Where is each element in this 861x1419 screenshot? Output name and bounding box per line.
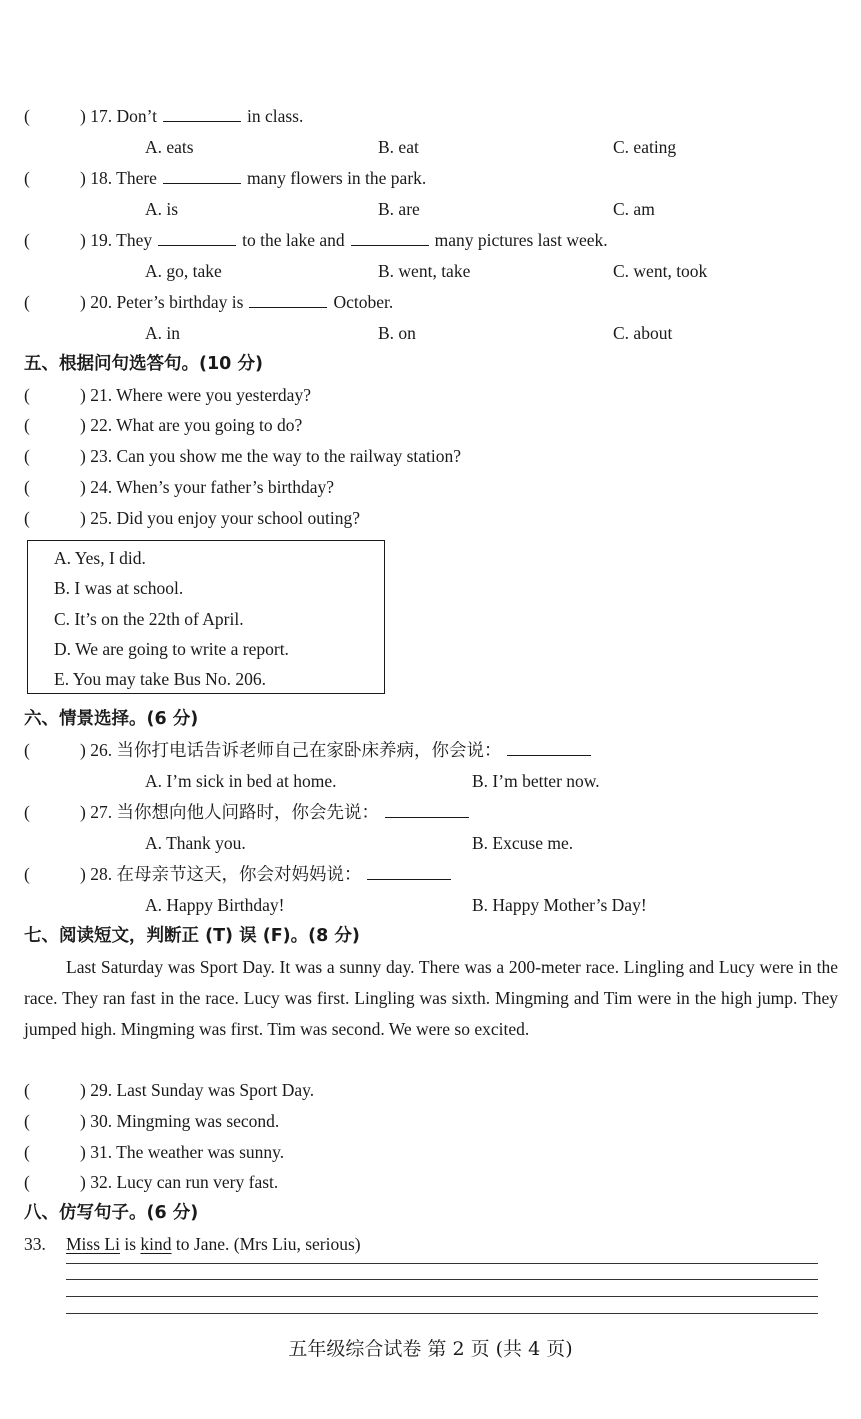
question-28: [0, 860, 861, 888]
answer-blank[interactable]: [385, 799, 469, 818]
question-text: 当你打电话告诉老师自己在家卧床养病，你会说：: [116, 740, 502, 760]
question-text: is: [124, 1234, 137, 1254]
question-18: [0, 164, 861, 192]
option-b: B. are: [378, 199, 420, 219]
underlined-phrase: kind: [140, 1234, 172, 1254]
answer-paren-close: [80, 1138, 284, 1166]
question-text: October.: [333, 292, 394, 312]
question-text: Can you show me the way to the railway station?: [116, 446, 462, 466]
question-text: Don’t: [116, 106, 157, 126]
section-title: 七、阅读短文，判断正 (T) 误 (F)。(8 分): [24, 926, 360, 946]
question-text: many flowers in the park.: [246, 168, 427, 188]
question-number: ) 26.: [80, 740, 113, 760]
answer-option-b: B. I was at school.: [54, 578, 184, 598]
answer-blank[interactable]: [163, 165, 241, 184]
page-footer: 五年级综合试卷 第 2 页 (共 4 页): [288, 1338, 573, 1360]
question-text: Lucy can run very fast.: [116, 1172, 279, 1192]
answer-paren-close: [80, 736, 597, 764]
question-text: Mingming was second.: [116, 1111, 280, 1131]
question-31: [0, 1138, 861, 1166]
question-33: [0, 1230, 861, 1258]
section-title: 八、仿写句子。(6 分): [24, 1203, 199, 1223]
section-7-heading: [0, 922, 861, 950]
option-a: A. eats: [145, 137, 194, 157]
answer-blank[interactable]: [367, 861, 451, 880]
options-27: [0, 829, 861, 857]
options-26: [0, 767, 861, 795]
question-number: ) 22.: [80, 415, 113, 435]
question-number: ) 17.: [80, 106, 113, 126]
answer-paren-open: (: [24, 106, 30, 126]
question-text: They: [116, 230, 153, 250]
answer-blank[interactable]: [249, 289, 327, 308]
question-20: [0, 288, 861, 316]
question-21: [0, 381, 861, 409]
answer-paren-open: (: [24, 802, 30, 822]
question-text: Where were you yesterday?: [116, 385, 311, 405]
answer-paren-close: [80, 1076, 314, 1104]
answer-paren-open: (: [24, 477, 30, 497]
question-number: ) 24.: [80, 477, 113, 497]
answer-paren-close: [80, 411, 302, 439]
question-number: ) 28.: [80, 864, 113, 884]
answer-option-a: A. Yes, I did.: [54, 548, 146, 568]
question-26: [0, 736, 861, 764]
question-number: ) 31.: [80, 1142, 113, 1162]
question-25: [0, 504, 861, 532]
writing-line[interactable]: [66, 1296, 818, 1297]
answer-options-box: [27, 540, 385, 694]
question-number: ) 23.: [80, 446, 113, 466]
option-b: B. Excuse me.: [472, 833, 574, 853]
answer-paren-open: (: [24, 446, 30, 466]
answer-paren-open: (: [24, 864, 30, 884]
answer-option-c: C. It’s on the 22th of April.: [54, 609, 244, 629]
option-a: A. is: [145, 199, 179, 219]
question-number: ) 21.: [80, 385, 113, 405]
answer-paren-close: [80, 1168, 278, 1196]
option-b: B. went, take: [378, 261, 471, 281]
answer-option-e: E. You may take Bus No. 206.: [54, 669, 266, 689]
question-text: There: [116, 168, 157, 188]
section-title: 六、情景选择。(6 分): [24, 709, 199, 729]
option-a: A. I’m sick in bed at home.: [145, 771, 337, 791]
options-17: [0, 133, 861, 161]
option-b: B. Happy Mother’s Day!: [472, 895, 647, 915]
question-number: ) 20.: [80, 292, 113, 312]
answer-paren-open: (: [24, 292, 30, 312]
option-c: C. am: [613, 199, 655, 219]
option-a: A. Thank you.: [145, 833, 246, 853]
options-28: [0, 891, 861, 919]
answer-paren-open: (: [24, 385, 30, 405]
question-29: [0, 1076, 861, 1104]
question-19: [0, 226, 861, 254]
answer-paren-close: [80, 798, 475, 826]
answer-paren-open: (: [24, 508, 30, 528]
question-number: ) 32.: [80, 1172, 113, 1192]
question-23: [0, 442, 861, 470]
question-text: to the lake and: [242, 230, 345, 250]
answer-blank[interactable]: [163, 103, 241, 122]
option-a: A. in: [145, 323, 180, 343]
question-number: ) 18.: [80, 168, 113, 188]
question-32: [0, 1168, 861, 1196]
options-18: [0, 195, 861, 223]
option-b: B. eat: [378, 137, 419, 157]
option-a: A. Happy Birthday!: [145, 895, 285, 915]
answer-blank[interactable]: [351, 227, 429, 246]
question-number: ) 30.: [80, 1111, 113, 1131]
option-b: B. on: [378, 323, 416, 343]
section-5-heading: [0, 350, 861, 378]
question-text: Peter’s birthday is: [116, 292, 244, 312]
option-c: C. went, took: [613, 261, 708, 281]
answer-blank[interactable]: [158, 227, 236, 246]
underlined-phrase: Miss Li: [66, 1234, 120, 1254]
writing-line[interactable]: [66, 1279, 818, 1280]
option-c: C. about: [613, 323, 673, 343]
answer-paren-close: [80, 102, 303, 130]
answer-paren-open: (: [24, 1080, 30, 1100]
answer-paren-open: (: [24, 1111, 30, 1131]
question-22: [0, 411, 861, 439]
answer-paren-close: [80, 442, 461, 470]
writing-line[interactable]: [66, 1263, 818, 1264]
question-number: ) 27.: [80, 802, 113, 822]
question-number: 33.: [24, 1234, 46, 1254]
answer-paren-close: [80, 473, 334, 501]
question-text: When’s your father’s birthday?: [116, 477, 335, 497]
question-17: [0, 102, 861, 130]
answer-paren-close: [80, 1107, 279, 1135]
answer-paren-open: (: [24, 415, 30, 435]
answer-paren-open: (: [24, 1172, 30, 1192]
answer-paren-open: (: [24, 1142, 30, 1162]
answer-paren-close: [80, 381, 311, 409]
question-text: Did you enjoy your school outing?: [116, 508, 360, 528]
answer-paren-close: [80, 288, 393, 316]
answer-blank[interactable]: [507, 737, 591, 756]
question-number: ) 29.: [80, 1080, 113, 1100]
question-text: What are you going to do?: [116, 415, 303, 435]
option-b: B. I’m better now.: [472, 771, 600, 791]
answer-paren-open: (: [24, 230, 30, 250]
answer-paren-close: [80, 164, 426, 192]
question-30: [0, 1107, 861, 1135]
option-a: A. go, take: [145, 261, 222, 281]
options-19: [0, 257, 861, 285]
answer-option-d: D. We are going to write a report.: [54, 639, 289, 659]
question-text: to Jane. (Mrs Liu, serious): [175, 1234, 361, 1254]
answer-paren-close: [80, 504, 360, 532]
question-text: 在母亲节这天，你会对妈妈说：: [116, 864, 362, 884]
option-c: C. eating: [613, 137, 677, 157]
question-24: [0, 473, 861, 501]
options-20: [0, 319, 861, 347]
section-8-heading: [0, 1199, 861, 1227]
question-number: ) 19.: [80, 230, 113, 250]
question-text: in class.: [246, 106, 304, 126]
question-27: [0, 798, 861, 826]
question-number: ) 25.: [80, 508, 113, 528]
answer-paren-open: (: [24, 740, 30, 760]
answer-paren-close: [80, 226, 608, 254]
question-text: The weather was sunny.: [116, 1142, 285, 1162]
question-text: many pictures last week.: [434, 230, 608, 250]
question-text: 当你想向他人问路时，你会先说：: [116, 802, 379, 822]
answer-paren-open: (: [24, 168, 30, 188]
reading-passage: Last Saturday was Sport Day. It was a sunny day. There was a 200-meter race. Lingling and Lucy were in the race. They ran fast in the race. Lucy was first. Lingling was sixth. Mingming and Tim were in the high jump. They jumped high. Mingming was first. Tim was second. We were so excited.: [24, 957, 838, 1039]
answer-paren-close: [80, 860, 457, 888]
section-title: 五、根据问句选答句。(10 分): [24, 354, 263, 374]
writing-line[interactable]: [66, 1313, 818, 1314]
question-text: Last Sunday was Sport Day.: [116, 1080, 315, 1100]
section-6-heading: [0, 705, 861, 733]
